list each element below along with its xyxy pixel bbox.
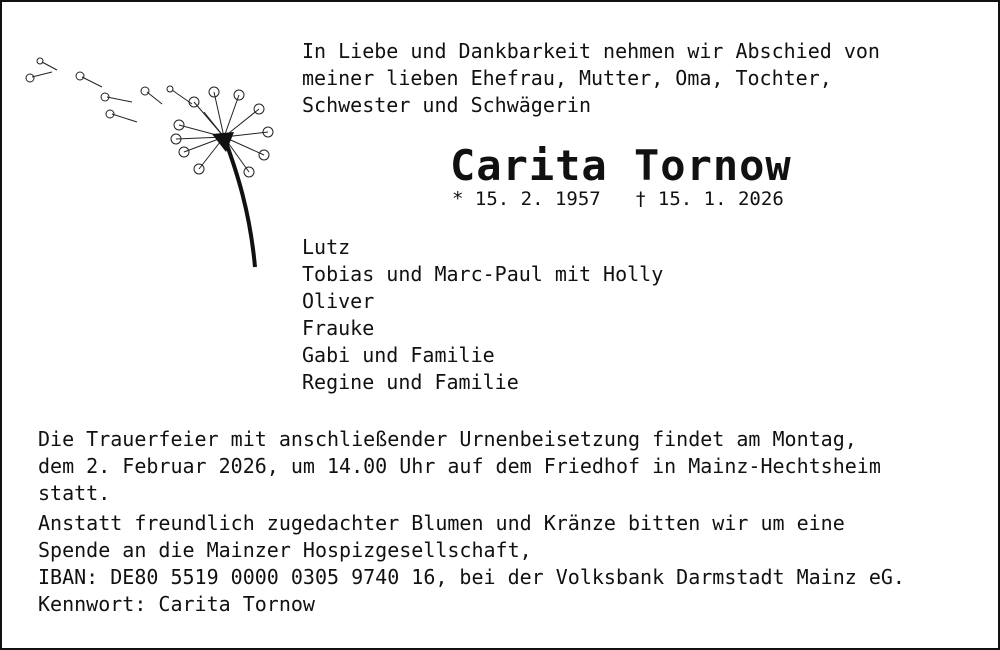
funeral-line: dem 2. Februar 2026, um 14.00 Uhr auf dem Friedhof in Mainz-Hechtsheim [38,454,881,478]
intro-line: meiner lieben Ehefrau, Mutter, Oma, Tochter, [302,66,832,90]
intro-text [302,38,880,119]
funeral-info [38,426,881,507]
donation-info [38,510,905,618]
deceased-name: Carita Tornow [450,141,792,190]
funeral-line: statt. [38,481,111,505]
donation-line: Spende an die Mainzer Hospizgesellschaft, [38,538,532,562]
mourner-name: Frauke [302,316,375,340]
life-dates [452,188,784,210]
funeral-line: Die Trauerfeier mit anschließender Urnenbeisetzung findet am Montag, [38,427,857,451]
mourners-list [302,234,663,396]
mourner-name: Regine und Familie [302,370,519,394]
mourner-name: Oliver [302,289,375,313]
birth-date: * 15. 2. 1957 [452,188,601,210]
mourner-name: Tobias und Marc-Paul mit Holly [302,262,664,286]
donation-line: Anstatt freundlich zugedachter Blumen und Kränze bitten wir um eine [38,511,845,535]
donation-line: IBAN: DE80 5519 0000 0305 9740 16, bei der Volksbank Darmstadt Mainz eG. [38,565,905,589]
donation-line: Kennwort: Carita Tornow [38,592,315,616]
dandelion-icon [12,42,282,272]
death-date: † 15. 1. 2026 [635,188,784,210]
mourner-name: Gabi und Familie [302,343,495,367]
mourner-name: Lutz [302,235,351,259]
intro-line: In Liebe und Dankbarkeit nehmen wir Abschied von [302,39,880,63]
intro-line: Schwester und Schwägerin [302,93,591,117]
